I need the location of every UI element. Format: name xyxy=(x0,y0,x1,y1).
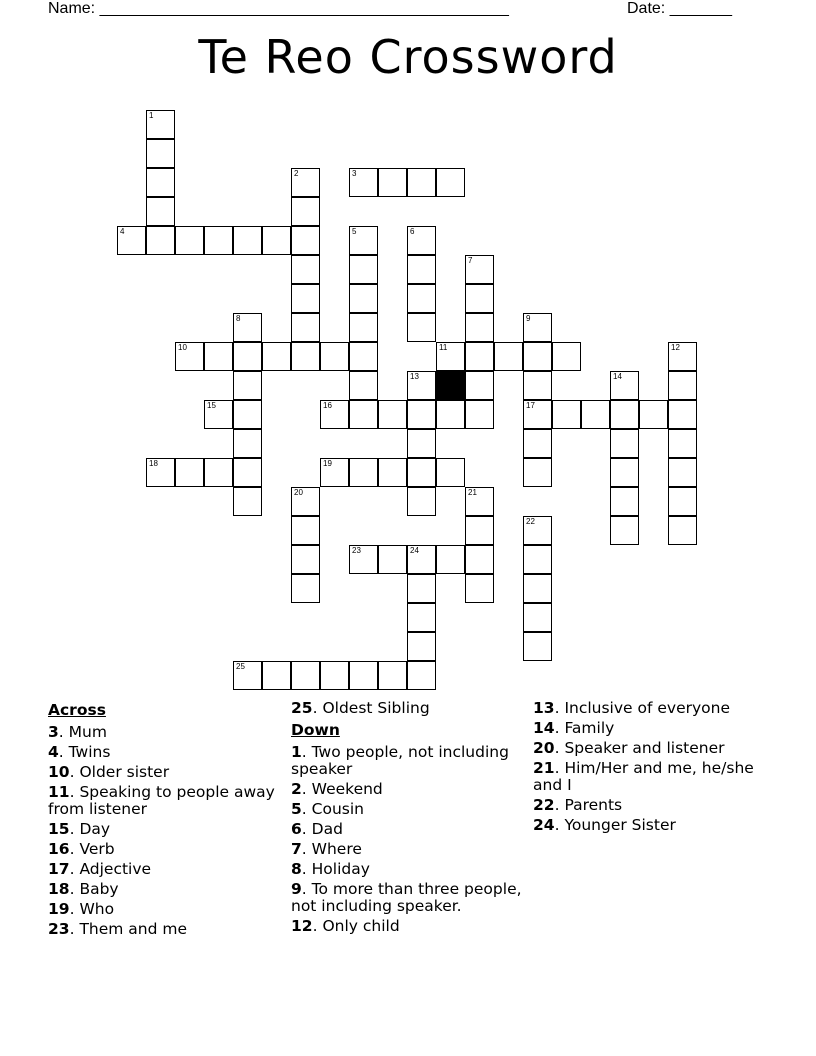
grid-cell[interactable] xyxy=(233,429,262,458)
grid-cell[interactable] xyxy=(668,458,697,487)
grid-cell[interactable] xyxy=(349,458,378,487)
clue-down-1: 1. Two people, not including speaker xyxy=(291,743,509,778)
grid-cell[interactable] xyxy=(349,255,378,284)
clue-down-13: 13. Inclusive of everyone xyxy=(533,699,731,717)
grid-cell[interactable] xyxy=(407,661,436,690)
grid-cell[interactable] xyxy=(436,168,465,197)
grid-cell[interactable] xyxy=(668,371,697,400)
grid-cell[interactable] xyxy=(407,371,436,400)
grid-cell[interactable] xyxy=(465,342,494,371)
grid-cell[interactable] xyxy=(523,458,552,487)
grid-cell[interactable] xyxy=(465,574,494,603)
grid-cell[interactable] xyxy=(610,458,639,487)
clue-down-12: 12. Only child xyxy=(291,917,400,935)
grid-cell[interactable] xyxy=(291,226,320,255)
grid-cell[interactable] xyxy=(436,342,465,371)
grid-cell[interactable] xyxy=(668,400,697,429)
grid-cell[interactable] xyxy=(610,487,639,516)
cell-number: 13 xyxy=(410,372,419,381)
grid-cell[interactable] xyxy=(320,400,349,429)
clue-down-21: 21. Him/Her and me, he/she and I xyxy=(533,759,754,794)
cell-number: 7 xyxy=(468,256,473,265)
grid-cell[interactable] xyxy=(349,342,378,371)
grid-cell[interactable] xyxy=(407,255,436,284)
grid-cell[interactable] xyxy=(494,342,523,371)
clues-column-3 xyxy=(533,700,783,834)
grid-cell[interactable] xyxy=(610,429,639,458)
grid-cell[interactable] xyxy=(610,400,639,429)
cell-number: 12 xyxy=(671,343,680,352)
grid-cell[interactable] xyxy=(349,168,378,197)
cell-number: 17 xyxy=(526,401,535,410)
cell-number: 1 xyxy=(149,111,154,120)
grid-cell[interactable] xyxy=(233,400,262,429)
grid-cell[interactable] xyxy=(639,400,668,429)
grid-cell[interactable] xyxy=(233,487,262,516)
grid-cell[interactable] xyxy=(233,342,262,371)
clue-across-23: 23. Them and me xyxy=(48,920,188,938)
grid-cell[interactable] xyxy=(407,632,436,661)
clue-down-20: 20. Speaker and listener xyxy=(533,739,725,757)
cell-number: 11 xyxy=(439,343,448,352)
grid-cell[interactable] xyxy=(262,661,291,690)
cell-number: 20 xyxy=(294,488,303,497)
grid-cell[interactable] xyxy=(291,487,320,516)
clue-across-16: 16. Verb xyxy=(48,840,115,858)
grid-cell[interactable] xyxy=(407,458,436,487)
grid-cell[interactable] xyxy=(610,371,639,400)
clues-column-1 xyxy=(48,700,278,938)
grid-cell[interactable] xyxy=(378,168,407,197)
grid-cell[interactable] xyxy=(407,603,436,632)
cell-number: 18 xyxy=(149,459,158,468)
grid-cell[interactable] xyxy=(349,284,378,313)
grid-cell[interactable] xyxy=(291,168,320,197)
grid-cell[interactable] xyxy=(465,371,494,400)
cell-number: 8 xyxy=(236,314,241,323)
grid-cell[interactable] xyxy=(146,458,175,487)
clue-across-11: 11. Speaking to people away from listener xyxy=(48,783,275,818)
grid-cell[interactable] xyxy=(291,342,320,371)
cell-number: 19 xyxy=(323,459,332,468)
grid-cell[interactable] xyxy=(204,226,233,255)
grid-cell[interactable] xyxy=(465,255,494,284)
cell-number: 3 xyxy=(352,169,357,178)
grid-cell[interactable] xyxy=(407,574,436,603)
grid-cell[interactable] xyxy=(146,197,175,226)
down-heading: Down xyxy=(291,721,340,739)
grid-cell[interactable] xyxy=(523,516,552,545)
grid-cell[interactable] xyxy=(407,168,436,197)
grid-cell[interactable] xyxy=(523,371,552,400)
grid-cell[interactable] xyxy=(523,632,552,661)
grid-cell[interactable] xyxy=(233,661,262,690)
clue-down-14: 14. Family xyxy=(533,719,615,737)
grid-cell[interactable] xyxy=(465,487,494,516)
cell-number: 23 xyxy=(352,546,361,555)
clue-across-17: 17. Adjective xyxy=(48,860,152,878)
grid-cell[interactable] xyxy=(349,313,378,342)
grid-cell[interactable] xyxy=(465,545,494,574)
cell-number: 21 xyxy=(468,488,477,497)
clue-down-7: 7. Where xyxy=(291,840,362,858)
grid-cell[interactable] xyxy=(523,342,552,371)
clue-down-5: 5. Cousin xyxy=(291,800,364,818)
grid-cell[interactable] xyxy=(668,429,697,458)
grid-cell[interactable] xyxy=(320,342,349,371)
grid-cell[interactable] xyxy=(523,545,552,574)
grid-cell[interactable] xyxy=(146,139,175,168)
grid-cell[interactable] xyxy=(146,226,175,255)
grid-cell[interactable] xyxy=(204,342,233,371)
cell-number: 25 xyxy=(236,662,245,671)
cell-number: 4 xyxy=(120,227,125,236)
grid-cell[interactable] xyxy=(378,400,407,429)
grid-cell[interactable] xyxy=(291,255,320,284)
grid-cell[interactable] xyxy=(291,197,320,226)
grid-cell[interactable] xyxy=(581,400,610,429)
grid-cell[interactable] xyxy=(465,284,494,313)
clue-across-15: 15. Day xyxy=(48,820,111,838)
grid-cell[interactable] xyxy=(523,313,552,342)
clue-down-9: 9. To more than three people, not including speaker. xyxy=(291,880,522,915)
cell-number: 6 xyxy=(410,227,415,236)
grid-cell[interactable] xyxy=(233,313,262,342)
grid-cell[interactable] xyxy=(465,313,494,342)
clue-across-4: 4. Twins xyxy=(48,743,111,761)
grid-cell[interactable] xyxy=(291,545,320,574)
clue-across-10: 10. Older sister xyxy=(48,763,170,781)
cell-number: 10 xyxy=(178,343,187,352)
grid-cell[interactable] xyxy=(552,400,581,429)
grid-cell[interactable] xyxy=(552,342,581,371)
date-field[interactable]: Date: _______ xyxy=(627,0,732,17)
across-heading: Across xyxy=(48,701,106,719)
grid-cell[interactable] xyxy=(523,400,552,429)
grid-cell[interactable] xyxy=(436,400,465,429)
grid-cell[interactable] xyxy=(523,574,552,603)
grid-cell[interactable] xyxy=(349,545,378,574)
grid-cell[interactable] xyxy=(320,458,349,487)
grid-cell[interactable] xyxy=(204,400,233,429)
grid-cell[interactable] xyxy=(175,342,204,371)
grid-cell[interactable] xyxy=(146,110,175,139)
grid-cell[interactable] xyxy=(407,487,436,516)
clue-down-2: 2. Weekend xyxy=(291,780,383,798)
grid-cell[interactable] xyxy=(668,516,697,545)
clue-across-19: 19. Who xyxy=(48,900,115,918)
clue-down-22: 22. Parents xyxy=(533,796,623,814)
grid-cell[interactable] xyxy=(117,226,146,255)
grid-cell[interactable] xyxy=(465,400,494,429)
grid-cell[interactable] xyxy=(668,487,697,516)
grid-cell[interactable] xyxy=(407,545,436,574)
grid-cell[interactable] xyxy=(175,226,204,255)
clues-column-2 xyxy=(291,700,531,935)
grid-cell[interactable] xyxy=(465,516,494,545)
grid-cell[interactable] xyxy=(233,226,262,255)
grid-cell[interactable] xyxy=(146,168,175,197)
cell-number: 22 xyxy=(526,517,535,526)
grid-cell[interactable] xyxy=(523,603,552,632)
page-title: Te Reo Crossword xyxy=(198,30,618,84)
grid-cell[interactable] xyxy=(291,661,320,690)
grid-cell[interactable] xyxy=(407,400,436,429)
clue-across-25: 25. Oldest Sibling xyxy=(291,699,430,717)
grid-cell[interactable] xyxy=(204,458,233,487)
grid-cell[interactable] xyxy=(291,284,320,313)
grid-cell[interactable] xyxy=(407,284,436,313)
grid-cell[interactable] xyxy=(610,516,639,545)
name-field[interactable]: Name: ______________________________________________ xyxy=(48,0,509,17)
grid-cell[interactable] xyxy=(349,661,378,690)
grid-cell[interactable] xyxy=(233,458,262,487)
clue-down-24: 24. Younger Sister xyxy=(533,816,676,834)
grid-cell[interactable] xyxy=(378,458,407,487)
grid-cell[interactable] xyxy=(668,342,697,371)
cell-number: 16 xyxy=(323,401,332,410)
grid-cell[interactable] xyxy=(291,516,320,545)
grid-cell[interactable] xyxy=(262,342,291,371)
grid-cell[interactable] xyxy=(262,226,291,255)
black-cell xyxy=(436,371,465,400)
grid-cell[interactable] xyxy=(349,400,378,429)
cell-number: 24 xyxy=(410,546,419,555)
grid-cell[interactable] xyxy=(407,313,436,342)
clue-across-3: 3. Mum xyxy=(48,723,107,741)
grid-cell[interactable] xyxy=(523,429,552,458)
cell-number: 14 xyxy=(613,372,622,381)
grid-cell[interactable] xyxy=(378,545,407,574)
grid-cell[interactable] xyxy=(407,226,436,255)
grid-cell[interactable] xyxy=(378,661,407,690)
grid-cell[interactable] xyxy=(233,371,262,400)
grid-cell[interactable] xyxy=(349,226,378,255)
cell-number: 9 xyxy=(526,314,531,323)
grid-cell[interactable] xyxy=(436,458,465,487)
cell-number: 15 xyxy=(207,401,216,410)
cell-number: 5 xyxy=(352,227,357,236)
clue-down-8: 8. Holiday xyxy=(291,860,370,878)
grid-cell[interactable] xyxy=(436,545,465,574)
clue-across-18: 18. Baby xyxy=(48,880,119,898)
grid-cell[interactable] xyxy=(291,574,320,603)
grid-cell[interactable] xyxy=(349,371,378,400)
grid-cell[interactable] xyxy=(175,458,204,487)
grid-cell[interactable] xyxy=(407,429,436,458)
clue-down-6: 6. Dad xyxy=(291,820,343,838)
grid-cell[interactable] xyxy=(320,661,349,690)
grid-cell[interactable] xyxy=(291,313,320,342)
cell-number: 2 xyxy=(294,169,299,178)
